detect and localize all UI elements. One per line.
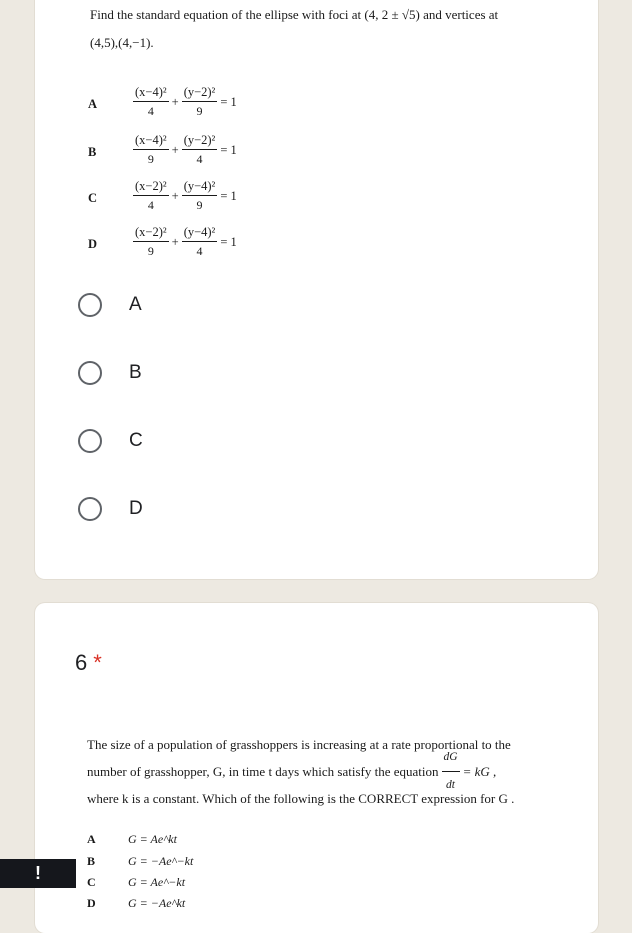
choice-d[interactable] (78, 497, 143, 521)
warning-badge[interactable]: ! (0, 859, 76, 888)
image-option-equation-c: $\frac{\text{(x−2)²}}{4}$ + $\frac{\text{(y−4)²}}{9}$ = 1 (135, 179, 237, 212)
image-option-equation-a: $\frac{\text{(x−4)²}}{4}$ + $\frac{\text{(y−2)²}}{9}$ = 1 (135, 85, 237, 118)
choice-b[interactable] (78, 361, 142, 385)
choice-label-b: B (129, 362, 142, 383)
image-option-equation-b: $\frac{\text{(x−4)²}}{9}$ + $\frac{\text{(y−2)²}}{4}$ = 1 (135, 133, 237, 166)
question-card-6 (35, 603, 598, 933)
image-option-a: A G = Ae^kt (87, 832, 177, 846)
question-number: 6 * (75, 650, 102, 675)
derivative-fraction: $\frac{dG}{dt}$ (442, 744, 460, 799)
choice-a[interactable] (78, 293, 142, 317)
question-stem: Find the standard equation of the ellipse with foci at (4, 2 ± √5) and vertices at (4,5),(4,−1). (90, 7, 499, 50)
image-option-letter-d: D (88, 237, 98, 251)
choice-label-d: D (129, 498, 143, 519)
question-image (35, 0, 598, 258)
image-option-letter-b: B (88, 145, 97, 159)
question-image (35, 603, 598, 933)
choice-c[interactable] (78, 429, 143, 453)
radio-button-c[interactable] (78, 429, 102, 453)
question-card-5 (35, 0, 598, 579)
question-stem: The size of a population of grasshoppers is increasing at a rate proportional to the number of grasshopper, G, in time t days which satisfy the equation $\frac{dG}{dt}$ = kG , where k is a constant. Which of the following is the CORRECT expression for G . (87, 737, 515, 806)
radio-button-a[interactable] (78, 293, 102, 317)
image-option-letter-c: C (88, 191, 98, 205)
image-option-c: C G = Ae^−kt (87, 875, 186, 889)
image-option-d: D G = −Ae^kt (87, 896, 186, 910)
choice-label-c: C (129, 430, 143, 451)
choice-label-a: A (129, 294, 142, 315)
radio-button-b[interactable] (78, 361, 102, 385)
image-option-b: B G = −Ae^−kt (87, 854, 194, 868)
vertices-expression: (4,5),(4,−1). (90, 35, 154, 50)
radio-button-d[interactable] (78, 497, 102, 521)
required-asterisk: * (93, 650, 102, 675)
foci-expression: (4, 2 ± √5) (364, 7, 420, 22)
image-option-letter-a: A (88, 97, 98, 111)
image-option-equation-d: $\frac{\text{(x−2)²}}{9}$ + $\frac{\text{(y−4)²}}{4}$ = 1 (135, 225, 237, 258)
